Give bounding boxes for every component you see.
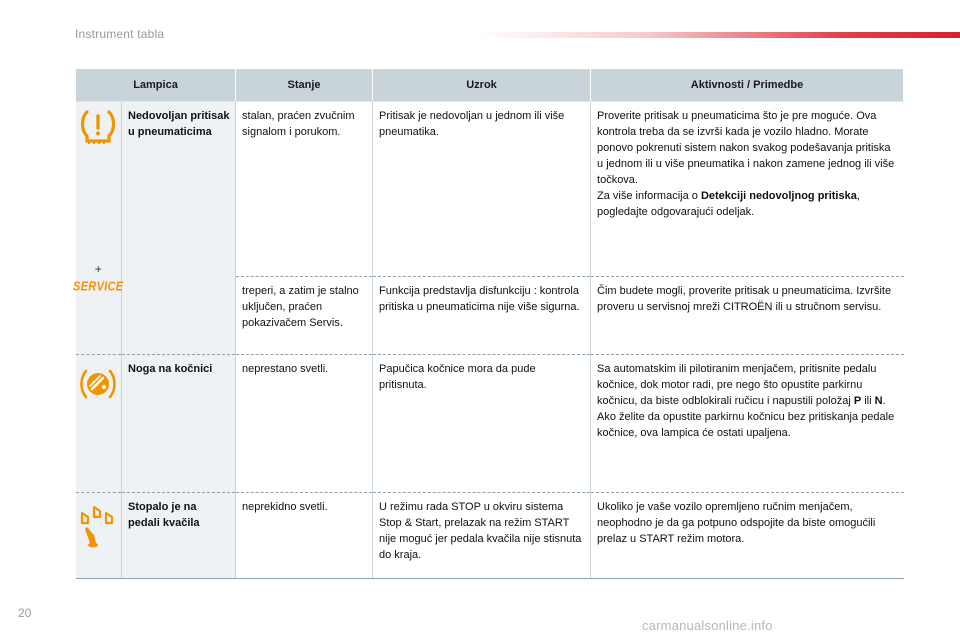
action-cell bbox=[591, 102, 904, 277]
brake-pedal-warning-icon bbox=[79, 392, 117, 404]
action-text-part: ili bbox=[861, 395, 875, 407]
section-reference: Detekciji nedovoljnog pritiska bbox=[700, 190, 857, 202]
action-text bbox=[597, 361, 899, 409]
column-header-actions: Aktivnosti / Primedbe bbox=[591, 69, 904, 102]
action-cell bbox=[591, 355, 904, 493]
column-header-state: Stanje bbox=[236, 69, 373, 102]
plus-sign: + bbox=[94, 262, 102, 276]
action-text: Proverite pritisak u pneumaticima što je pre moguće. Ova kontrola treba da se izvrši kada je vozilo hladno. Morate ponovo pokrenuti sistem nakon svakog podešavanja pritiska u jednom ili u više pneumatika i nakon zamene jednog ili više točkova. bbox=[597, 110, 895, 186]
state-cell: treperi, a zatim je stalno uključen, praćen pokazivačem Servis. bbox=[236, 277, 373, 355]
action-text: Ako želite da opustite parkirnu kočnicu bez pritiskanja pedale kočnice, ova lampica će ostati upaljena. bbox=[597, 411, 895, 439]
column-header-lamp: Lampica bbox=[76, 69, 236, 102]
service-warning-icon: SERVICE bbox=[73, 280, 124, 294]
cause-cell: Pritisak je nedovoljan u jednom ili više pneumatika. bbox=[373, 102, 591, 277]
tyre-pressure-warning-icon bbox=[79, 108, 117, 151]
state-cell: stalan, praćen zvučnim signalom i porukom. bbox=[236, 102, 373, 277]
watermark: carmanualsonline.info bbox=[642, 618, 773, 633]
lamp-name: Nedovoljan pritisak u pneumaticima bbox=[122, 102, 236, 355]
state-cell: neprekidno svetli. bbox=[236, 493, 373, 579]
cause-cell: Funkcija predstavlja disfunkciju : kontrola pritiska u pneumaticima nije više sigurna. bbox=[373, 277, 591, 355]
action-text bbox=[597, 188, 899, 220]
table-row bbox=[76, 102, 904, 277]
lamp-name: Stopalo je na pedali kvačila bbox=[122, 493, 236, 579]
cause-cell: U režimu rada STOP u okviru sistema Stop & Start, prelazak na režim START nije moguć jer pedala kvačila nije stisnuta do kraja. bbox=[373, 493, 591, 579]
action-text-part: . bbox=[882, 395, 886, 407]
action-cell: Čim budete mogli, proverite pritisak u pneumaticima. Izvršite proveru u servisnoj mreži CITROËN ili u stručnom servisu. bbox=[591, 277, 904, 355]
warning-lamps-table bbox=[75, 68, 904, 579]
table-row bbox=[76, 355, 904, 493]
action-text-part: Za više informacija o bbox=[597, 190, 701, 202]
section-title: Instrument tabla bbox=[75, 27, 165, 41]
lamp-icon-cell bbox=[76, 355, 122, 493]
lamp-name: Noga na kočnici bbox=[122, 355, 236, 493]
action-text-part: Sa automatskim ili pilotiranim menjačem, pritisnite pedalu kočnice, dok motor radi, pre nego što opustite parkirnu kočnicu, da biste odblokirali ručicu i napustili položaj bbox=[597, 363, 877, 407]
gear-p: P bbox=[853, 395, 862, 407]
gear-n: N bbox=[874, 395, 883, 407]
table-header-row bbox=[76, 69, 904, 102]
action-cell: Ukoliko je vaše vozilo opremljeno ručnim menjačem, neophodno je da ga potpuno odspojite da biste omogućili prelaz u START režim motora. bbox=[591, 493, 904, 579]
page-number: 20 bbox=[18, 606, 32, 620]
lamp-icon-cell bbox=[76, 493, 122, 579]
column-header-cause: Uzrok bbox=[373, 69, 591, 102]
state-cell: neprestano svetli. bbox=[236, 355, 373, 493]
action-text-part: , pogledajte odgovarajući odeljak. bbox=[597, 190, 860, 218]
lamp-icon-cell bbox=[73, 102, 124, 355]
cause-cell: Papučica kočnice mora da pude pritisnuta. bbox=[373, 355, 591, 493]
clutch-pedal-warning-icon bbox=[78, 540, 118, 552]
header-accent-bar bbox=[480, 32, 960, 38]
table-row bbox=[76, 493, 904, 579]
